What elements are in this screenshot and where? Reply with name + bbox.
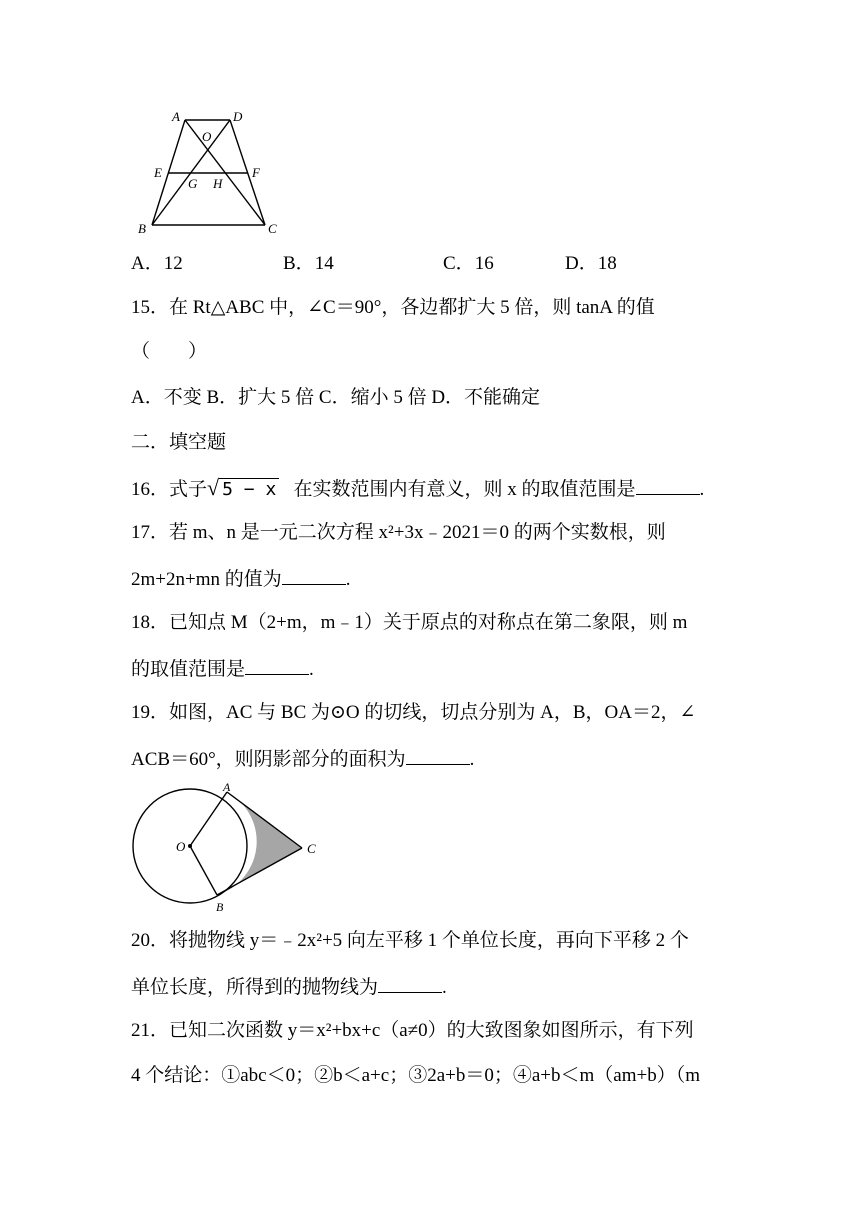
q15-line1: 15．在 Rt△ABC 中，∠C＝90°，各边都扩大 5 倍，则 tanA 的值: [131, 297, 655, 318]
label-g: G: [188, 176, 198, 191]
q19-line1: 19．如图，AC 与 BC 为⊙O 的切线，切点分别为 A，B，OA＝2，∠: [131, 702, 696, 723]
answer-blank[interactable]: [378, 974, 442, 993]
answer-blank[interactable]: [245, 656, 309, 675]
q20-line1: 20．将抛物线 y＝﹣2x²+5 向左平移 1 个单位长度，再向下平移 2 个: [131, 930, 689, 951]
label-c: C: [268, 221, 277, 236]
answer-blank[interactable]: [282, 566, 346, 585]
radius-oa: [190, 792, 227, 846]
q21-line1: 21．已知二次函数 y＝x²+bx+c（a≠0）的大致图象如图所示，有下列: [131, 1020, 694, 1041]
radius-ob: [190, 846, 217, 895]
q16-line: 16．式子√ 5 − x 在实数范围内有意义，则 x 的取值范围是 .: [131, 475, 705, 500]
label-c: C: [307, 841, 316, 856]
center-point: [188, 844, 192, 848]
circle-tangent-figure: [130, 782, 330, 912]
label-d: D: [233, 109, 243, 124]
q15-options: A．不变 B．扩大 5 倍 C．缩小 5 倍 D．不能确定: [131, 387, 541, 408]
label-a: A: [223, 782, 231, 794]
q15-line2: （ ）: [131, 341, 208, 362]
q17-line2: 2m+2n+mn 的值为 .: [131, 566, 351, 592]
label-o: O: [176, 839, 186, 854]
label-o: O: [202, 129, 212, 144]
label-a: A: [172, 109, 180, 124]
q18-line2: 的取值范围是 .: [131, 656, 314, 682]
q18-line1: 18．已知点 M（2+m，m﹣1）关于原点的对称点在第二象限，则 m: [131, 612, 688, 633]
label-b: B: [138, 221, 146, 236]
trapezoid-figure: [130, 105, 330, 245]
q14-option-a: A．12: [131, 253, 183, 274]
q14-option-b: B．14: [283, 253, 334, 274]
shaded-region: [217, 792, 302, 895]
q14-option-d: D．18: [565, 253, 617, 274]
q21-line2: 4 个结论：①abc＜0；②b＜a+c；③2a+b＝0；④a+b＜m（am+b）（m: [131, 1065, 700, 1086]
section-heading: 二．填空题: [131, 432, 227, 453]
label-b: B: [216, 900, 224, 912]
q17-line1: 17．若 m、n 是一元二次方程 x²+3x﹣2021＝0 的两个实数根，则: [131, 522, 666, 543]
answer-blank[interactable]: [636, 476, 700, 495]
label-e: E: [154, 165, 162, 180]
q14-option-c: C．16: [443, 253, 494, 274]
label-f: F: [252, 165, 260, 180]
label-h: H: [213, 176, 223, 191]
q19-line2: ACB＝60°，则阴影部分的面积为 .: [131, 746, 474, 772]
q20-line2: 单位长度，所得到的抛物线为 .: [131, 974, 447, 1000]
sqrt-expression: √ 5 − x: [207, 476, 279, 502]
answer-blank[interactable]: [406, 746, 470, 765]
